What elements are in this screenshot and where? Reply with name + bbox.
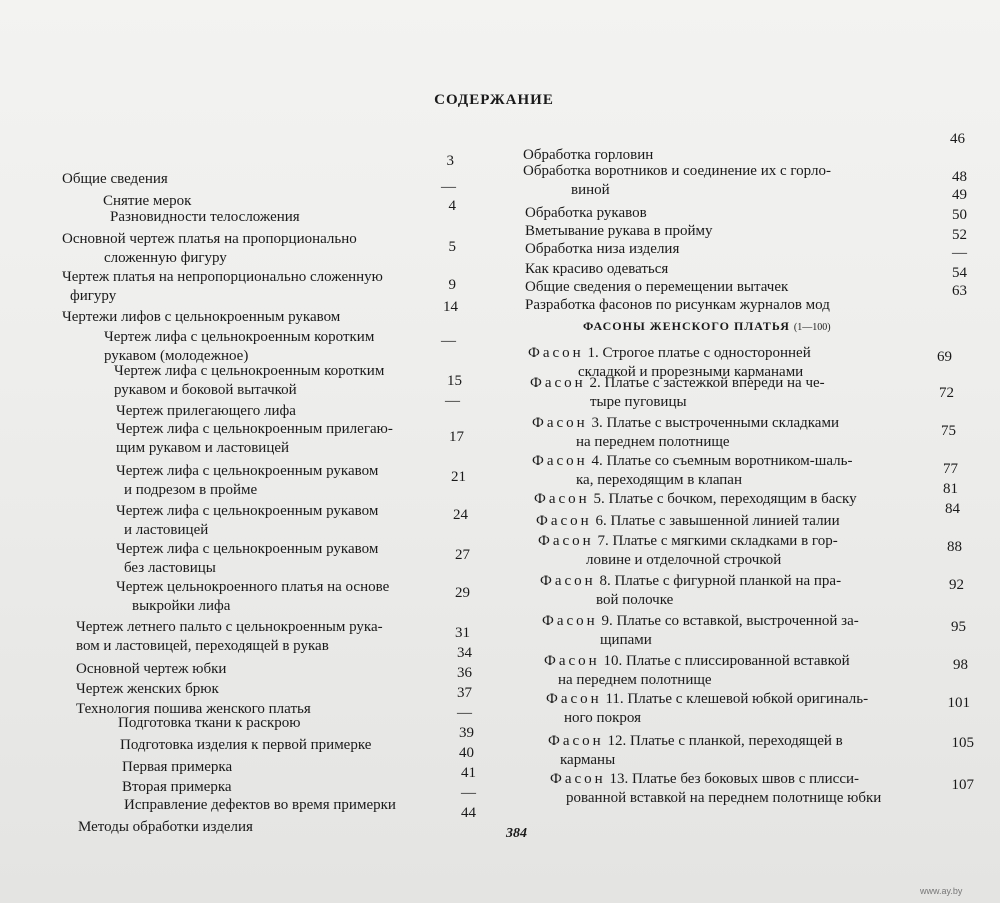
toc-entry: Разработка фасонов по рисункам журналов мод xyxy=(525,297,830,313)
toc-entry: Чертеж летнего пальто с цельнокроенным рука- вом и ластовицей, переходящей в рукав xyxy=(76,619,383,654)
toc-entry: Чертеж платья на непропорционально сложенную фигуру xyxy=(62,269,383,304)
page-ref: 39 xyxy=(459,725,474,741)
page-ref: 36 xyxy=(457,665,472,681)
style-entry: Фасон 2. Платье с застежкой впереди на че- тыре пуговицы xyxy=(530,375,825,410)
style-entry: Фасон 9. Платье со вставкой, выстроченной за- щипами xyxy=(542,613,859,648)
page-ref: 17 xyxy=(449,429,464,445)
page-ref: 24 xyxy=(453,507,468,523)
style-entry: Фасон 11. Платье с клешевой юбкой оригиналь- ного покроя xyxy=(546,691,869,726)
page-ref: 5 xyxy=(448,239,456,255)
page-ref: — xyxy=(952,245,967,261)
toc-entry: Чертеж лифа с цельнокроенным рукавом без ластовицы xyxy=(116,541,379,576)
toc-entry: Чертеж прилегающего лифа xyxy=(116,403,296,419)
page-ref: 98 xyxy=(953,657,968,673)
page-ref: 95 xyxy=(951,619,966,635)
toc-entry: Вторая примерка xyxy=(122,779,232,795)
page-ref: 81 xyxy=(943,481,958,497)
toc-entry: Обработка низа изделия xyxy=(525,241,680,257)
toc-entry: Снятие мерок xyxy=(103,193,192,209)
style-entry: Фасон 10. Платье с плиссированной вставкой на переднем полотнище xyxy=(544,653,850,688)
page-ref: 29 xyxy=(455,585,470,601)
toc-entry: Чертеж лифа с цельнокроенным прилегаю- щим рукавом и ластовицей xyxy=(116,421,393,456)
page-ref: 15 xyxy=(447,373,462,389)
style-entry: Фасон 8. Платье с фигурной планкой на пра- вой полочке xyxy=(540,573,842,608)
toc-entry: Чертеж лифа с цельнокроенным коротким рукавом (молодежное) xyxy=(104,329,375,364)
toc-entry: Чертеж лифа с цельнокроенным коротким рукавом и боковой вытачкой xyxy=(114,363,385,398)
toc-entry: Обработка рукавов xyxy=(525,205,647,221)
toc-entry: Как красиво одеваться xyxy=(525,261,669,277)
page-ref: 77 xyxy=(943,461,958,477)
page-ref: 88 xyxy=(947,539,962,555)
page-ref: — xyxy=(457,705,472,721)
page-ref: 101 xyxy=(947,695,970,711)
style-entry: Фасон 13. Платье без боковых швов с плисси- рованной вставкой на переднем полотнище юбки xyxy=(550,771,882,806)
page-ref: 46 xyxy=(950,131,965,147)
page-ref: 92 xyxy=(949,577,964,593)
toc-entry: Чертеж женских брюк xyxy=(76,681,219,697)
page-ref: 41 xyxy=(461,765,476,781)
page-title: СОДЕРЖАНИЕ xyxy=(434,92,554,108)
style-entry: Фасон 3. Платье с выстроченными складками на переднем полотнище xyxy=(532,415,839,450)
page-ref: 63 xyxy=(952,283,967,299)
page-ref: 3 xyxy=(446,153,454,169)
page-ref: — xyxy=(441,179,456,195)
page-ref: 37 xyxy=(457,685,472,701)
page-ref: 52 xyxy=(952,227,967,243)
toc-entry: Технология пошива женского платья xyxy=(76,701,311,717)
page-ref: 44 xyxy=(461,805,476,821)
section-heading: ФАСОНЫ ЖЕНСКОГО ПЛАТЬЯ (1—100) xyxy=(583,319,831,333)
toc-entry: Чертеж цельнокроенного платья на основе выкройки лифа xyxy=(116,579,390,614)
toc-entry: Чертеж лифа с цельнокроенным рукавом и ластовицей xyxy=(116,503,379,538)
toc-entry: Подготовка ткани к раскрою xyxy=(118,715,301,731)
page-number: 384 xyxy=(506,826,527,841)
page-ref: 50 xyxy=(952,207,967,223)
page-ref: 40 xyxy=(459,745,474,761)
style-entry: Фасон 4. Платье со съемным воротником-шаль- ка, переходящим в клапан xyxy=(532,453,853,488)
page-ref: — xyxy=(445,393,460,409)
style-entry: Фасон 12. Платье с планкой, переходящей в карманы xyxy=(548,733,843,768)
style-entry: Фасон 5. Платье с бочком, переходящим в баску xyxy=(534,491,857,507)
toc-entry: Основной чертеж платья на пропорционально сложенную фигуру xyxy=(62,231,357,266)
toc-entry: Методы обработки изделия xyxy=(78,819,253,835)
toc-entry: Чертежи лифов с цельнокроенным рукавом xyxy=(62,309,341,325)
page-ref: 9 xyxy=(448,277,456,293)
page-ref: 105 xyxy=(951,735,974,751)
style-entry: Фасон 6. Платье с завышенной линией талии xyxy=(536,513,840,529)
page-ref: 69 xyxy=(937,349,952,365)
style-entry: Фасон 7. Платье с мягкими складками в гор- ловине и отделочной строчкой xyxy=(538,533,838,568)
toc-entry: Общие сведения о перемещении вытачек xyxy=(525,279,789,295)
page-ref: 49 xyxy=(952,187,967,203)
toc-entry: Вметывание рукава в пройму xyxy=(525,223,713,239)
page-ref: 27 xyxy=(455,547,470,563)
page-ref: 21 xyxy=(451,469,466,485)
page-ref: — xyxy=(441,333,456,349)
page-ref: — xyxy=(461,785,476,801)
page-ref: 48 xyxy=(952,169,967,185)
toc-entry: Основной чертеж юбки xyxy=(76,661,227,677)
page-ref: 107 xyxy=(951,777,974,793)
page-ref: 34 xyxy=(457,645,472,661)
page-ref: 84 xyxy=(945,501,960,517)
watermark: www.ay.by xyxy=(920,886,963,896)
style-entry: Фасон 1. Строгое платье с односторонней складкой и прорезными карманами xyxy=(528,345,811,380)
toc-entry: Первая примерка xyxy=(122,759,233,775)
page-ref: 54 xyxy=(952,265,967,281)
page-ref: 72 xyxy=(939,385,954,401)
page-ref: 75 xyxy=(941,423,956,439)
toc-entry: Чертеж лифа с цельнокроенным рукавом и подрезом в пройме xyxy=(116,463,379,498)
toc-entry: Общие сведения xyxy=(62,171,168,187)
toc-entry: Разновидности телосложения xyxy=(110,209,300,225)
toc-entry: Обработка воротников и соединение их с горло- виной xyxy=(523,163,831,198)
toc-entry: Исправление дефектов во время примерки xyxy=(124,797,396,813)
toc-entry: Обработка горловин xyxy=(523,147,654,163)
page-ref: 31 xyxy=(455,625,470,641)
page-ref: 4 xyxy=(448,198,456,214)
page-ref: 14 xyxy=(443,299,458,315)
toc-entry: Подготовка изделия к первой примерке xyxy=(120,737,372,753)
